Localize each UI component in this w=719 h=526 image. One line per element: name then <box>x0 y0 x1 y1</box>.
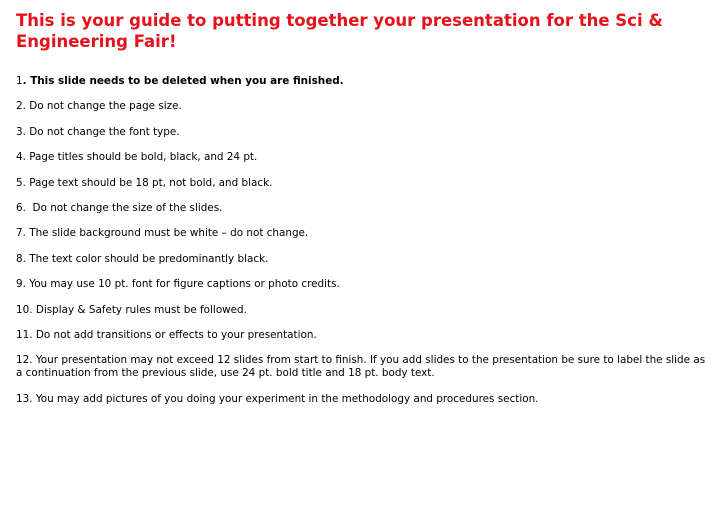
item-text: Do not change the size of the slides. <box>25 201 223 214</box>
item-text: Page text should be 18 pt, not bold, and black. <box>25 176 273 189</box>
list-item <box>16 126 706 139</box>
item-text: Do not change the font type. <box>25 125 180 138</box>
item-text: You may use 10 pt. font for figure captions or photo credits. <box>25 278 340 291</box>
item-text: Your presentation may not exceed 12 slides from start to finish. If you add slides to the presentation be sure to label the slide as a continuation from the previous slide, use 24 pt. bold title and 18 pt. body text. <box>16 354 709 380</box>
item-number: 6. <box>16 201 26 214</box>
list-item <box>16 304 706 317</box>
item-text: The text color should be predominantly black. <box>25 252 269 265</box>
list-item <box>16 100 706 113</box>
item-number: 13. <box>16 392 33 405</box>
list-item <box>16 253 706 266</box>
list-item <box>16 75 706 88</box>
list-item <box>16 278 706 291</box>
item-number: 2. <box>16 100 26 113</box>
item-text: Page titles should be bold, black, and 24 pt. <box>25 151 258 164</box>
item-text: Do not add transitions or effects to your presentation. <box>32 328 317 341</box>
list-item <box>16 227 706 240</box>
item-text: The slide background must be white – do not change. <box>25 227 309 240</box>
item-number: 3. <box>16 125 26 138</box>
item-number: 9. <box>16 278 26 291</box>
item-text: You may add pictures of you doing your experiment in the methodology and procedures section. <box>32 392 539 405</box>
list-item <box>16 354 709 380</box>
item-number: 5. <box>16 176 26 189</box>
item-number: 11. <box>16 328 33 341</box>
item-number: 10. <box>16 303 33 316</box>
list-item <box>16 202 706 215</box>
list-item <box>16 393 706 406</box>
item-text: Display & Safety rules must be followed. <box>32 303 247 316</box>
list-item <box>16 329 706 342</box>
item-number: 12. <box>16 354 33 367</box>
item-number: 4. <box>16 151 26 164</box>
instruction-list <box>16 75 709 418</box>
item-text: Do not change the page size. <box>25 100 182 113</box>
item-number: 8. <box>16 252 26 265</box>
item-number: 7. <box>16 227 26 240</box>
item-text: . This slide needs to be deleted when you are finished. <box>22 75 344 87</box>
slide-title: This is your guide to putting together your presentation for the Sci & Engineering Fair! <box>16 11 663 51</box>
list-item <box>16 177 706 190</box>
list-item <box>16 151 706 164</box>
item-number: 1 <box>16 75 23 87</box>
